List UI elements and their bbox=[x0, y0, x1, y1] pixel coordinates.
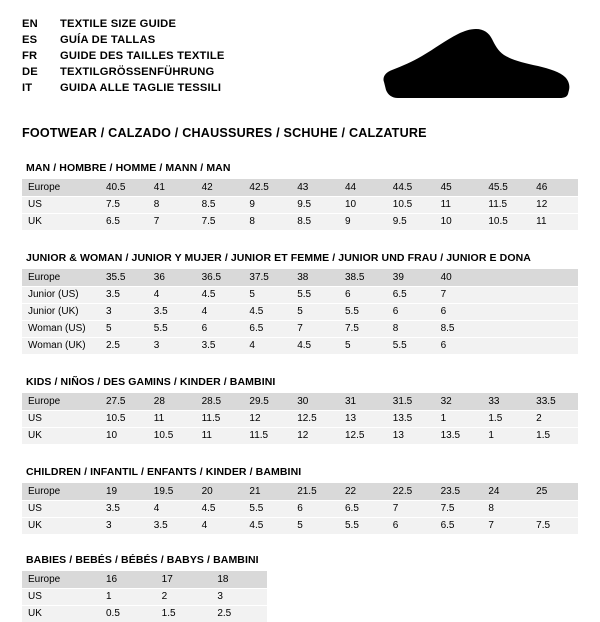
row-label: US bbox=[22, 500, 100, 517]
table-row bbox=[22, 571, 267, 588]
size-cell: 11 bbox=[196, 427, 244, 444]
row-label: Junior (UK) bbox=[22, 303, 100, 320]
size-tables bbox=[22, 162, 578, 622]
size-cell: 13.5 bbox=[435, 427, 483, 444]
size-cell: 29.5 bbox=[243, 393, 291, 410]
table-row bbox=[22, 483, 578, 500]
size-cell: 6 bbox=[387, 517, 435, 534]
language-label: TEXTILE SIZE GUIDE bbox=[60, 18, 177, 30]
size-cell: 6 bbox=[435, 303, 483, 320]
size-group-heading: BABIES / BEBÉS / BÉBÉS / BABYS / BAMBINI bbox=[26, 554, 259, 566]
size-cell: 44.5 bbox=[387, 179, 435, 196]
size-cell: 9.5 bbox=[291, 196, 339, 213]
size-cell: 13.5 bbox=[387, 410, 435, 427]
row-label: Europe bbox=[22, 269, 100, 286]
size-cell: 16 bbox=[100, 571, 156, 588]
size-cell: 41 bbox=[148, 179, 196, 196]
row-label: US bbox=[22, 196, 100, 213]
size-cell: 1 bbox=[482, 427, 530, 444]
size-cell: 4.5 bbox=[243, 303, 291, 320]
table-row bbox=[22, 500, 578, 517]
size-cell: 38 bbox=[291, 269, 339, 286]
size-cell: 33 bbox=[482, 393, 530, 410]
language-code: ES bbox=[22, 34, 38, 46]
size-cell: 6.5 bbox=[243, 320, 291, 337]
row-label: UK bbox=[22, 427, 100, 444]
language-row bbox=[22, 64, 225, 80]
size-cell bbox=[530, 303, 578, 320]
language-label: GUÍA DE TALLAS bbox=[60, 34, 156, 46]
row-label: Europe bbox=[22, 179, 100, 196]
size-cell: 22 bbox=[339, 483, 387, 500]
language-row bbox=[22, 16, 225, 32]
size-cell: 45.5 bbox=[482, 179, 530, 196]
size-cell bbox=[530, 320, 578, 337]
size-cell: 11.5 bbox=[243, 427, 291, 444]
size-table bbox=[22, 393, 578, 444]
size-cell: 36 bbox=[148, 269, 196, 286]
size-cell: 7.5 bbox=[339, 320, 387, 337]
table-row bbox=[22, 517, 578, 534]
size-group bbox=[22, 376, 578, 444]
size-cell: 19 bbox=[100, 483, 148, 500]
size-cell: 3.5 bbox=[100, 500, 148, 517]
size-cell: 32 bbox=[435, 393, 483, 410]
size-cell: 2 bbox=[156, 588, 212, 605]
page-header bbox=[22, 16, 578, 110]
table-row bbox=[22, 393, 578, 410]
row-label: UK bbox=[22, 517, 100, 534]
row-label: Junior (US) bbox=[22, 286, 100, 303]
size-cell: 27.5 bbox=[100, 393, 148, 410]
size-cell: 6 bbox=[196, 320, 244, 337]
size-cell: 30 bbox=[291, 393, 339, 410]
size-cell: 6 bbox=[339, 286, 387, 303]
size-cell: 11 bbox=[435, 196, 483, 213]
size-table bbox=[22, 483, 578, 534]
size-cell: 43 bbox=[291, 179, 339, 196]
size-cell: 21.5 bbox=[291, 483, 339, 500]
size-cell: 5.5 bbox=[243, 500, 291, 517]
table-row bbox=[22, 303, 578, 320]
size-cell: 7 bbox=[482, 517, 530, 534]
size-cell: 8 bbox=[482, 500, 530, 517]
size-cell: 35.5 bbox=[100, 269, 148, 286]
size-cell: 2.5 bbox=[100, 337, 148, 354]
size-cell: 9.5 bbox=[387, 213, 435, 230]
size-cell: 8.5 bbox=[435, 320, 483, 337]
size-group-heading: CHILDREN / INFANTIL / ENFANTS / KINDER / BAMBINI bbox=[26, 466, 302, 478]
size-cell: 8.5 bbox=[291, 213, 339, 230]
language-row bbox=[22, 80, 225, 96]
size-cell: 7 bbox=[291, 320, 339, 337]
table-row bbox=[22, 588, 267, 605]
size-cell: 5.5 bbox=[339, 517, 387, 534]
size-cell: 46 bbox=[530, 179, 578, 196]
size-cell: 7 bbox=[387, 500, 435, 517]
size-cell: 0.5 bbox=[100, 605, 156, 622]
size-cell: 19.5 bbox=[148, 483, 196, 500]
size-cell: 7.5 bbox=[196, 213, 244, 230]
size-cell: 42.5 bbox=[243, 179, 291, 196]
size-cell: 8.5 bbox=[196, 196, 244, 213]
size-cell: 2.5 bbox=[211, 605, 267, 622]
size-cell: 33.5 bbox=[530, 393, 578, 410]
size-cell: 10.5 bbox=[100, 410, 148, 427]
size-cell: 5.5 bbox=[291, 286, 339, 303]
size-cell bbox=[482, 269, 530, 286]
row-label: Woman (US) bbox=[22, 320, 100, 337]
size-cell: 5 bbox=[291, 303, 339, 320]
table-row bbox=[22, 196, 578, 213]
size-cell: 22.5 bbox=[387, 483, 435, 500]
size-cell bbox=[530, 337, 578, 354]
language-row bbox=[22, 48, 225, 64]
size-cell: 38.5 bbox=[339, 269, 387, 286]
size-cell: 13 bbox=[387, 427, 435, 444]
size-cell: 9 bbox=[339, 213, 387, 230]
size-cell: 12 bbox=[291, 427, 339, 444]
size-cell: 21 bbox=[243, 483, 291, 500]
size-cell: 7 bbox=[148, 213, 196, 230]
size-cell: 7.5 bbox=[530, 517, 578, 534]
table-row bbox=[22, 179, 578, 196]
size-cell: 10.5 bbox=[148, 427, 196, 444]
row-label: US bbox=[22, 588, 100, 605]
size-cell: 36.5 bbox=[196, 269, 244, 286]
dress-shoe-icon bbox=[372, 28, 572, 110]
size-cell: 4.5 bbox=[196, 286, 244, 303]
size-cell: 3 bbox=[211, 588, 267, 605]
size-cell: 6.5 bbox=[100, 213, 148, 230]
size-cell: 10 bbox=[435, 213, 483, 230]
size-group-heading: MAN / HOMBRE / HOMME / MANN / MAN bbox=[26, 162, 231, 174]
size-cell: 42 bbox=[196, 179, 244, 196]
size-cell: 8 bbox=[243, 213, 291, 230]
size-cell: 11.5 bbox=[196, 410, 244, 427]
size-cell bbox=[530, 286, 578, 303]
size-cell: 6.5 bbox=[387, 286, 435, 303]
size-cell: 3 bbox=[100, 517, 148, 534]
size-cell: 6.5 bbox=[339, 500, 387, 517]
size-cell: 8 bbox=[148, 196, 196, 213]
size-cell: 5.5 bbox=[339, 303, 387, 320]
size-cell: 11.5 bbox=[482, 196, 530, 213]
language-code: IT bbox=[22, 82, 33, 94]
size-cell: 10.5 bbox=[482, 213, 530, 230]
size-cell: 4 bbox=[243, 337, 291, 354]
size-cell bbox=[482, 286, 530, 303]
size-cell: 7.5 bbox=[435, 500, 483, 517]
language-code: FR bbox=[22, 50, 38, 62]
size-cell: 10 bbox=[100, 427, 148, 444]
size-cell bbox=[482, 337, 530, 354]
size-cell bbox=[530, 500, 578, 517]
size-cell: 6 bbox=[291, 500, 339, 517]
size-cell: 25 bbox=[530, 483, 578, 500]
size-cell: 5.5 bbox=[387, 337, 435, 354]
table-row bbox=[22, 269, 578, 286]
size-cell: 17 bbox=[156, 571, 212, 588]
size-cell: 45 bbox=[435, 179, 483, 196]
row-label: Europe bbox=[22, 483, 100, 500]
size-cell: 4 bbox=[148, 286, 196, 303]
size-cell: 23.5 bbox=[435, 483, 483, 500]
language-row bbox=[22, 32, 225, 48]
table-row bbox=[22, 213, 578, 230]
size-cell: 31 bbox=[339, 393, 387, 410]
table-row bbox=[22, 286, 578, 303]
size-cell: 20 bbox=[196, 483, 244, 500]
table-row bbox=[22, 410, 578, 427]
size-cell: 4 bbox=[196, 303, 244, 320]
table-row bbox=[22, 337, 578, 354]
size-cell bbox=[482, 320, 530, 337]
size-cell: 3.5 bbox=[100, 286, 148, 303]
size-cell: 1 bbox=[100, 588, 156, 605]
row-label: Europe bbox=[22, 393, 100, 410]
language-label: GUIDE DES TAILLES TEXTILE bbox=[60, 50, 225, 62]
size-cell: 28.5 bbox=[196, 393, 244, 410]
table-row bbox=[22, 320, 578, 337]
size-cell: 31.5 bbox=[387, 393, 435, 410]
size-cell: 7.5 bbox=[100, 196, 148, 213]
language-code: DE bbox=[22, 66, 38, 78]
size-cell: 3.5 bbox=[148, 303, 196, 320]
size-cell: 40 bbox=[435, 269, 483, 286]
size-cell: 1.5 bbox=[530, 427, 578, 444]
size-cell: 6 bbox=[435, 337, 483, 354]
table-row bbox=[22, 605, 267, 622]
table-row bbox=[22, 427, 578, 444]
size-cell: 3 bbox=[100, 303, 148, 320]
size-cell: 5.5 bbox=[148, 320, 196, 337]
size-table bbox=[22, 269, 578, 354]
row-label: UK bbox=[22, 605, 100, 622]
row-label: US bbox=[22, 410, 100, 427]
size-cell: 3.5 bbox=[196, 337, 244, 354]
size-cell: 6 bbox=[387, 303, 435, 320]
size-cell: 40.5 bbox=[100, 179, 148, 196]
size-cell: 18 bbox=[211, 571, 267, 588]
size-cell: 1 bbox=[435, 410, 483, 427]
size-cell: 12 bbox=[530, 196, 578, 213]
size-cell: 10.5 bbox=[387, 196, 435, 213]
row-label: Woman (UK) bbox=[22, 337, 100, 354]
size-cell: 5 bbox=[291, 517, 339, 534]
size-cell: 3 bbox=[148, 337, 196, 354]
size-cell: 12.5 bbox=[291, 410, 339, 427]
size-cell: 2 bbox=[530, 410, 578, 427]
size-cell: 12 bbox=[243, 410, 291, 427]
size-group-heading: KIDS / NIÑOS / DES GAMINS / KINDER / BAMBINI bbox=[26, 376, 276, 388]
size-cell: 4.5 bbox=[291, 337, 339, 354]
size-table bbox=[22, 571, 267, 622]
size-cell bbox=[530, 269, 578, 286]
size-cell: 10 bbox=[339, 196, 387, 213]
size-cell: 5 bbox=[243, 286, 291, 303]
size-cell: 9 bbox=[243, 196, 291, 213]
size-cell bbox=[482, 303, 530, 320]
size-group bbox=[22, 162, 578, 230]
size-cell: 6.5 bbox=[435, 517, 483, 534]
size-cell: 4 bbox=[196, 517, 244, 534]
size-cell: 5 bbox=[339, 337, 387, 354]
row-label: Europe bbox=[22, 571, 100, 588]
size-cell: 4 bbox=[148, 500, 196, 517]
footwear-section-title: FOOTWEAR / CALZADO / CHAUSSURES / SCHUHE / CALZATURE bbox=[22, 126, 427, 140]
size-cell: 13 bbox=[339, 410, 387, 427]
size-cell: 8 bbox=[387, 320, 435, 337]
row-label: UK bbox=[22, 213, 100, 230]
size-group-heading: JUNIOR & WOMAN / JUNIOR Y MUJER / JUNIOR ET FEMME / JUNIOR UND FRAU / JUNIOR E DONA bbox=[26, 252, 531, 264]
size-cell: 28 bbox=[148, 393, 196, 410]
size-cell: 5 bbox=[100, 320, 148, 337]
size-group bbox=[22, 466, 578, 534]
size-cell: 12.5 bbox=[339, 427, 387, 444]
size-cell: 44 bbox=[339, 179, 387, 196]
size-table bbox=[22, 179, 578, 230]
size-cell: 4.5 bbox=[196, 500, 244, 517]
size-cell: 11 bbox=[530, 213, 578, 230]
size-group bbox=[22, 252, 578, 354]
size-cell: 24 bbox=[482, 483, 530, 500]
size-cell: 37.5 bbox=[243, 269, 291, 286]
size-cell: 39 bbox=[387, 269, 435, 286]
size-cell: 4.5 bbox=[243, 517, 291, 534]
language-label: TEXTILGRÖSSENFÜHRUNG bbox=[60, 66, 215, 78]
size-group bbox=[22, 554, 578, 622]
language-list bbox=[22, 16, 225, 96]
size-cell: 7 bbox=[435, 286, 483, 303]
language-label: GUIDA ALLE TAGLIE TESSILI bbox=[60, 82, 222, 94]
size-cell: 1.5 bbox=[482, 410, 530, 427]
language-code: EN bbox=[22, 18, 38, 30]
size-cell: 11 bbox=[148, 410, 196, 427]
size-cell: 3.5 bbox=[148, 517, 196, 534]
size-cell: 1.5 bbox=[156, 605, 212, 622]
